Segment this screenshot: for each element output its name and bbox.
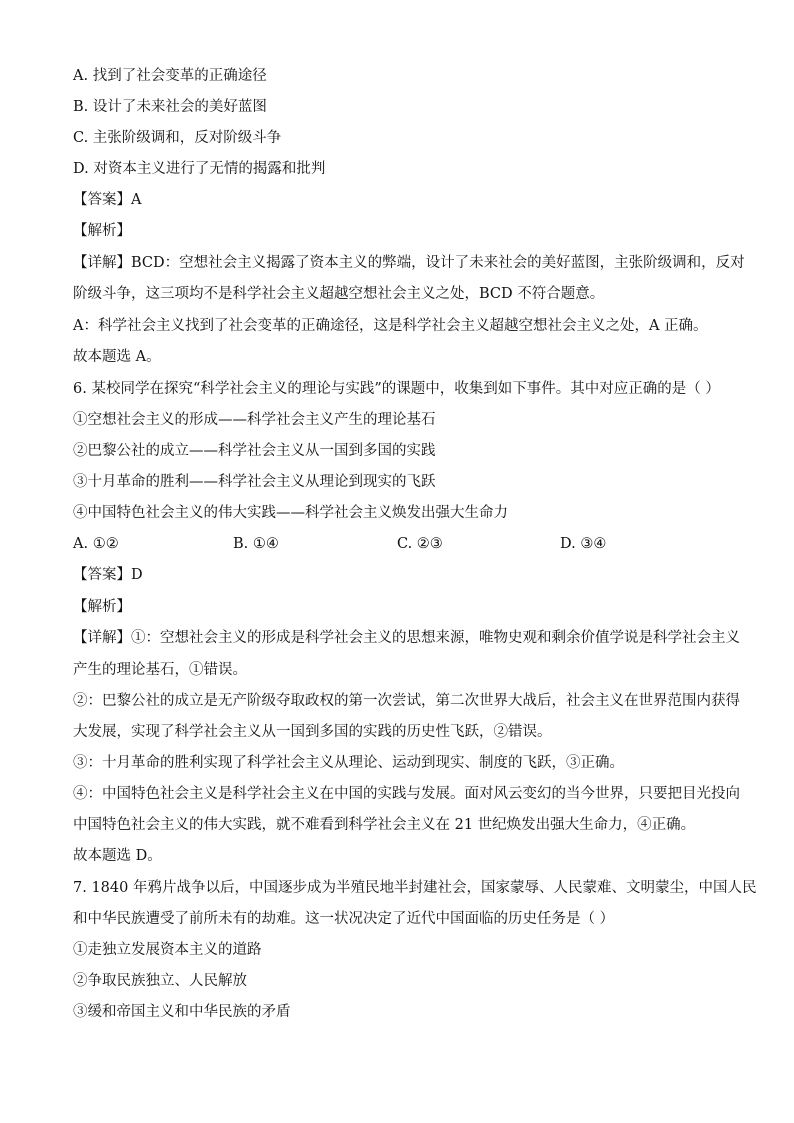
q6-item: ②巴黎公社的成立——科学社会主义从一国到多国的实践 — [73, 443, 436, 459]
q6-item: ④中国特色社会主义的伟大实践——科学社会主义焕发出强大生命力 — [73, 505, 508, 521]
q5-analysis-label: 【解析】 — [73, 223, 131, 239]
q6-analysis-label: 【解析】 — [73, 599, 131, 615]
q5-option-d: D. 对资本主义进行了无情的揭露和批判 — [73, 161, 326, 177]
q5-answer: 【答案】A — [73, 192, 142, 208]
q5-option-a: A. 找到了社会变革的正确途径 — [73, 68, 267, 84]
q7-item: ①走独立发展资本主义的道路 — [73, 942, 262, 958]
q5-option-b: B. 设计了未来社会的美好蓝图 — [73, 99, 267, 115]
q7-item: ③缓和帝国主义和中华民族的矛盾 — [73, 1004, 291, 1020]
q5-detail-line: A：科学社会主义找到了社会变革的正确途径，这是科学社会主义超越空想社会主义之处，A 正确。 — [73, 318, 708, 334]
q5-detail-line: 故本题选 A。 — [73, 349, 161, 365]
q6-detail-line: ③：十月革命的胜利实现了科学社会主义从理论、运动到现实、制度的飞跃，③正确。 — [73, 755, 624, 771]
q6-option-a: A. ①② — [73, 536, 119, 552]
q6-detail-line: 故本题选 D。 — [73, 848, 162, 864]
q6-detail-line: 大发展，实现了科学社会主义从一国到多国的实践的历史性飞跃，②错误。 — [73, 724, 552, 740]
q6-option-b: B. ①④ — [233, 536, 279, 552]
q7-stem-line: 7. 1840 年鸦片战争以后，中国逐步成为半殖民地半封建社会，国家蒙辱、人民蒙难、文明蒙尘，中国人民 — [73, 880, 757, 896]
q5-detail-line: 阶级斗争，这三项均不是科学社会主义超越空想社会主义之处，BCD 不符合题意。 — [73, 286, 605, 302]
q6-item: ③十月革命的胜利——科学社会主义从理论到现实的飞跃 — [73, 474, 436, 490]
q6-item: ①空想社会主义的形成——科学社会主义产生的理论基石 — [73, 412, 436, 428]
q6-detail-line: 【详解】①：空想社会主义的形成是科学社会主义的思想来源，唯物史观和剩余价值学说是科学社会主义 — [73, 630, 740, 646]
q5-option-c: C. 主张阶级调和，反对阶级斗争 — [73, 130, 282, 146]
q6-stem: 6. 某校同学在探究“科学社会主义的理论与实践”的课题中，收集到如下事件。其中对应正确的是（ ） — [73, 381, 720, 397]
q7-item: ②争取民族独立、人民解放 — [73, 973, 247, 989]
q6-option-c: C. ②③ — [397, 536, 443, 552]
q6-detail-line: 产生的理论基石，①错误。 — [73, 662, 247, 678]
q5-detail-line: 【详解】BCD：空想社会主义揭露了资本主义的弊端，设计了未来社会的美好蓝图，主张阶级调和，反对 — [73, 255, 745, 271]
q6-options-row — [73, 533, 733, 555]
q7-stem-line: 和中华民族遭受了前所未有的劫难。这一状况决定了近代中国面临的历史任务是（ ） — [73, 911, 615, 927]
q6-answer: 【答案】D — [73, 567, 143, 583]
q6-option-d: D. ③④ — [560, 536, 607, 552]
q6-detail-line: ②：巴黎公社的成立是无产阶级夺取政权的第一次尝试，第二次世界大战后，社会主义在世界范围内获得 — [73, 693, 740, 709]
q6-detail-line: 中国特色社会主义的伟大实践，就不难看到科学社会主义在 21 世纪焕发出强大生命力，④正确。 — [73, 817, 696, 833]
q6-detail-line: ④：中国特色社会主义是科学社会主义在中国的实践与发展。面对风云变幻的当今世界，只要把目光投向 — [73, 786, 740, 802]
